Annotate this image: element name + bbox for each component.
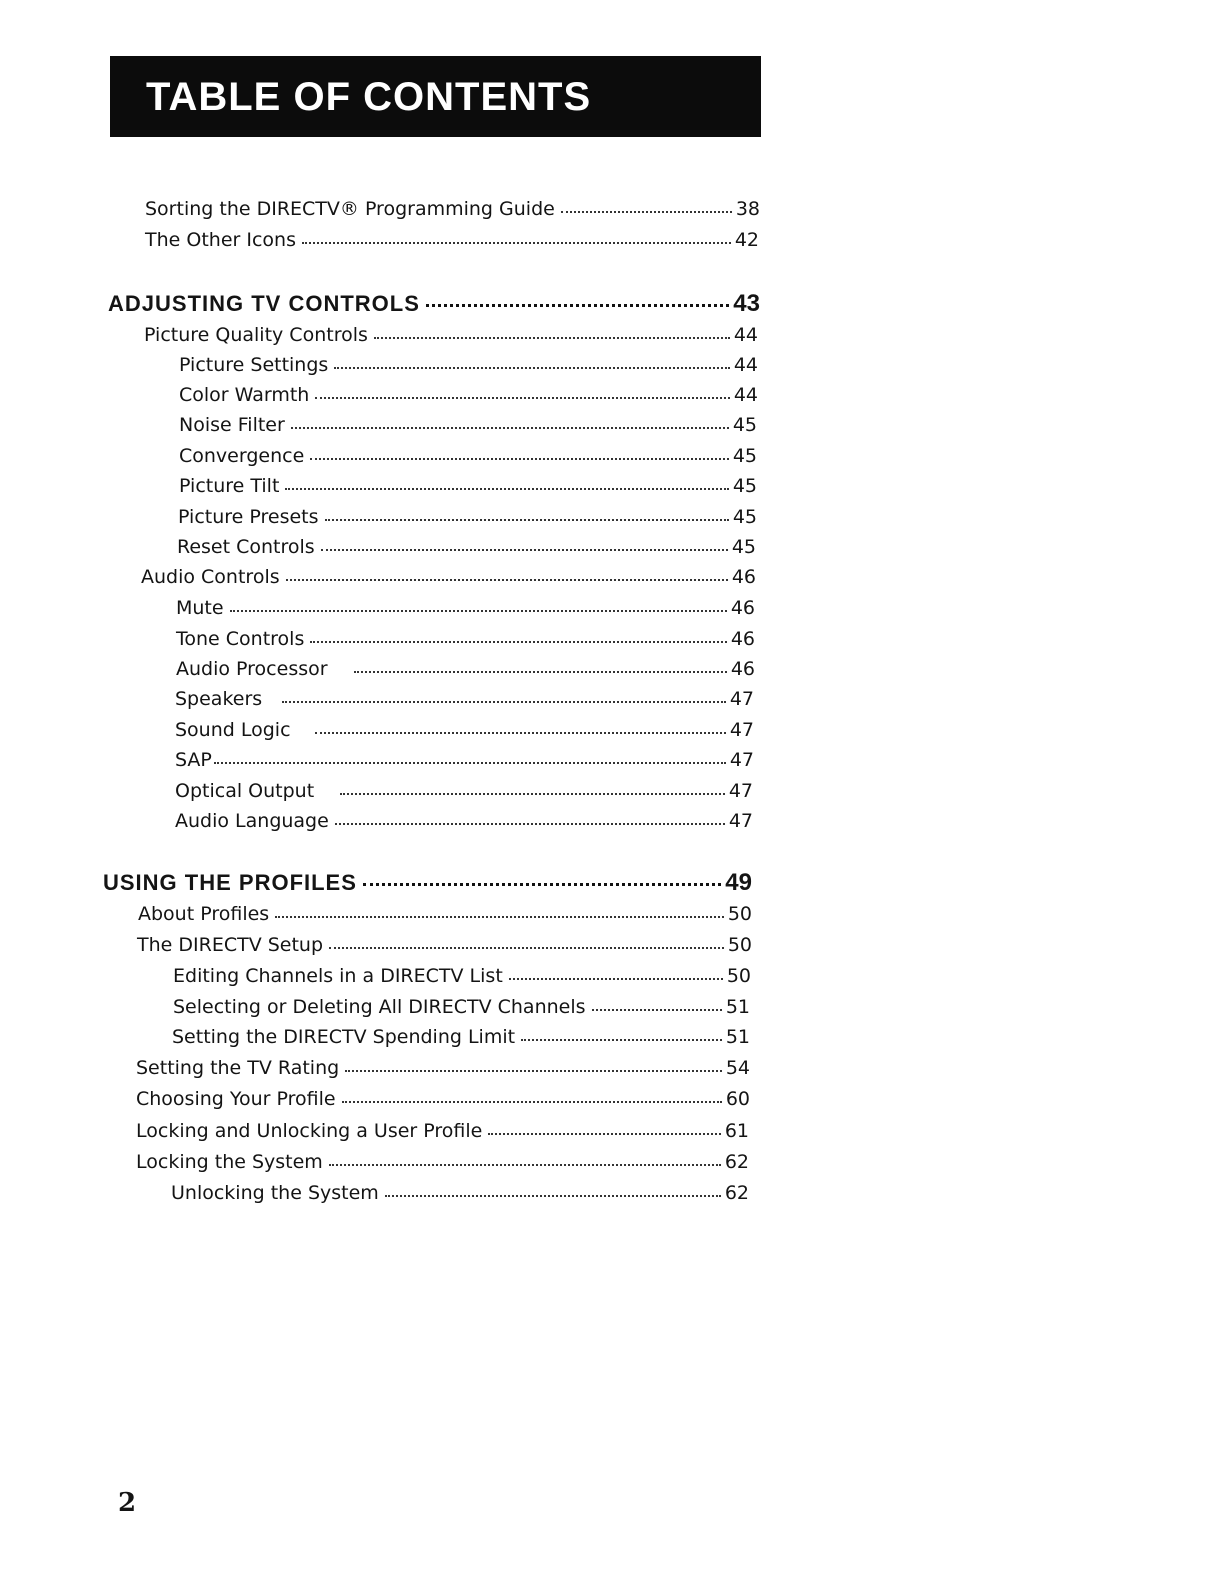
toc-entry-label: Sorting the DIRECTV® Programming Guide — [145, 198, 555, 220]
toc-entry-page: 62 — [724, 1182, 749, 1204]
dot-leader — [310, 458, 729, 460]
toc-entry-page: 50 — [726, 965, 751, 987]
toc-title-bar — [110, 56, 761, 137]
toc-subentry — [176, 626, 755, 652]
toc-entry-page: 50 — [727, 934, 752, 956]
dot-leader — [342, 1101, 722, 1103]
toc-entry-label: Noise Filter — [179, 414, 285, 436]
dot-leader — [302, 242, 731, 244]
toc-subentry — [173, 994, 750, 1020]
toc-entry-page: 44 — [733, 324, 758, 346]
toc-section-heading — [103, 866, 752, 900]
toc-subentry — [179, 473, 757, 499]
toc-entry-page: 47 — [729, 749, 754, 771]
toc-entry-page: 47 — [728, 810, 753, 832]
page-title: TABLE OF CONTENTS — [146, 75, 592, 119]
dot-leader — [329, 947, 724, 949]
toc-entry-page: 45 — [732, 506, 757, 528]
toc-entry-label: Optical Output — [175, 780, 315, 802]
toc-subentry — [175, 808, 753, 834]
toc-entry-label: Convergence — [179, 445, 305, 467]
dot-leader — [214, 762, 726, 764]
section-page: 49 — [725, 869, 752, 896]
toc-entry-label: Reset Controls — [177, 536, 315, 558]
page-number: 2 — [118, 1488, 137, 1518]
toc-entry-label: Unlocking the System — [171, 1182, 379, 1204]
dot-leader — [325, 519, 729, 521]
toc-entry — [137, 932, 752, 958]
toc-entry-label: The DIRECTV Setup — [137, 934, 324, 956]
toc-entry — [138, 901, 752, 927]
toc-entry-page: 45 — [732, 475, 757, 497]
toc-subentry — [173, 963, 751, 989]
toc-entry-label: Picture Tilt — [179, 475, 280, 497]
toc-entry-label: Selecting or Deleting All DIRECTV Channels — [173, 996, 586, 1018]
dot-leader — [335, 823, 725, 825]
toc-subentry — [176, 656, 755, 682]
toc-entry-page: 47 — [729, 688, 754, 710]
toc-entry-label: Picture Presets — [178, 506, 319, 528]
toc-entry-page: 51 — [725, 1026, 750, 1048]
toc-entry-label: Locking the System — [136, 1151, 323, 1173]
toc-entry-label: About Profiles — [138, 903, 270, 925]
toc-entry-label: Setting the TV Rating — [136, 1057, 340, 1079]
dot-leader — [275, 916, 724, 918]
toc-subentry — [175, 717, 754, 743]
dot-leader — [321, 549, 728, 551]
dot-leader — [282, 701, 726, 703]
dot-leader — [509, 978, 723, 980]
toc-entry-page: 50 — [727, 903, 752, 925]
dot-leader — [291, 427, 729, 429]
toc-subentry — [175, 778, 753, 804]
dot-leader — [315, 397, 729, 399]
toc-entry-label: Audio Controls — [141, 566, 280, 588]
toc-subentry — [175, 686, 754, 712]
toc-entry-page: 51 — [725, 996, 750, 1018]
toc-entry-label: SAP — [175, 749, 212, 771]
dot-leader — [315, 732, 726, 734]
toc-entry-label: Speakers — [175, 688, 263, 710]
toc-entry-label: Picture Quality Controls — [144, 324, 368, 346]
toc-entry-page: 54 — [725, 1057, 750, 1079]
toc-subentry — [175, 747, 754, 773]
dot-leader — [345, 1070, 722, 1072]
toc-subentry — [171, 1180, 749, 1206]
toc-entry-page: 44 — [733, 354, 758, 376]
toc-entry-label: Locking and Unlocking a User Profile — [136, 1120, 483, 1142]
toc-entry-page: 60 — [725, 1088, 750, 1110]
toc-entry-label: Sound Logic — [175, 719, 291, 741]
toc-entry-page: 47 — [729, 719, 754, 741]
toc-entry-label: Setting the DIRECTV Spending Limit — [172, 1026, 516, 1048]
toc-entry-page: 47 — [728, 780, 753, 802]
toc-entry — [136, 1086, 750, 1112]
dot-leader — [310, 641, 726, 643]
toc-entry-label: The Other Icons — [145, 229, 296, 251]
toc-subentry — [177, 534, 756, 560]
toc-entry-label: Picture Settings — [179, 354, 329, 376]
toc-entry — [145, 227, 759, 253]
toc-entry-label: Color Warmth — [179, 384, 310, 406]
toc-entry-label: Editing Channels in a DIRECTV List — [173, 965, 503, 987]
toc-subentry — [179, 412, 757, 438]
toc-entry — [136, 1118, 749, 1144]
toc-entry-page: 42 — [734, 229, 759, 251]
toc-subentry — [178, 504, 757, 530]
dot-leader — [374, 337, 730, 339]
toc-entry-label: Audio Processor — [176, 658, 328, 680]
dot-leader — [561, 211, 732, 213]
toc-entry-page: 44 — [733, 384, 758, 406]
toc-entry-page: 62 — [724, 1151, 749, 1173]
toc-entry-page: 45 — [732, 414, 757, 436]
toc-entry-page: 38 — [735, 198, 760, 220]
toc-entry-page: 45 — [732, 445, 757, 467]
toc-entry-label: Audio Language — [175, 810, 329, 832]
toc-entry — [136, 1055, 750, 1081]
dot-leader — [340, 793, 725, 795]
dot-leader — [286, 579, 728, 581]
toc-entry — [144, 322, 758, 348]
toc-subentry — [179, 443, 757, 469]
dot-leader — [285, 488, 728, 490]
toc-entry-label: Choosing Your Profile — [136, 1088, 336, 1110]
toc-entry-label: Mute — [176, 597, 224, 619]
toc-section-heading — [108, 287, 760, 321]
toc-subentry — [172, 1024, 750, 1050]
dot-leader — [230, 610, 727, 612]
dot-leader — [363, 883, 721, 886]
dot-leader — [426, 304, 729, 307]
toc-entry-page: 61 — [724, 1120, 749, 1142]
section-title: ADJUSTING TV CONTROLS — [108, 291, 420, 316]
toc-entry-page: 46 — [731, 566, 756, 588]
toc-entry-label: Tone Controls — [176, 628, 305, 650]
toc-entry — [145, 196, 760, 222]
dot-leader — [592, 1009, 722, 1011]
toc-entry — [141, 564, 756, 590]
section-page: 43 — [733, 290, 760, 317]
section-title: USING THE PROFILES — [103, 870, 357, 895]
dot-leader — [385, 1195, 721, 1197]
dot-leader — [488, 1133, 720, 1135]
dot-leader — [521, 1039, 722, 1041]
toc-entry-page: 46 — [730, 597, 755, 619]
dot-leader — [329, 1164, 721, 1166]
toc-entry — [136, 1149, 749, 1175]
dot-leader — [334, 367, 730, 369]
toc-entry-page: 45 — [731, 536, 756, 558]
toc-subentry — [179, 382, 758, 408]
dot-leader — [354, 671, 727, 673]
toc-subentry — [176, 595, 755, 621]
toc-entry-page: 46 — [730, 658, 755, 680]
toc-entry-page: 46 — [730, 628, 755, 650]
toc-subentry — [179, 352, 758, 378]
